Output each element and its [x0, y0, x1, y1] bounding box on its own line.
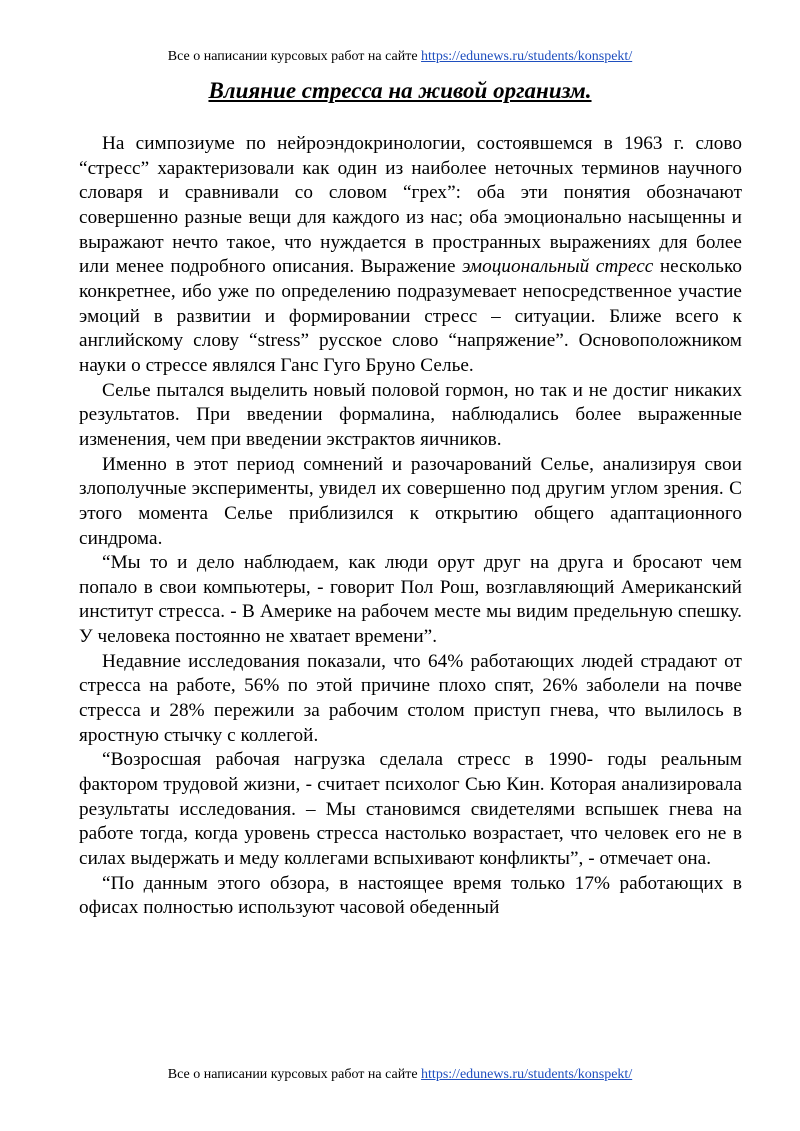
paragraph-6: “Возросшая рабочая нагрузка сделала стресс в 1990- годы реальным фактором трудовой жизни, - считает психолог Сью Кин. Которая анализировала результаты исследования. – Мы становимся свидетелями вспышек гнева на работе тогда, когда уровень стресса настолько возрастает, что человек его не в силах выдержать и меду коллегами вспыхивают конфликты”, - отмечает она.	[79, 749, 742, 870]
document-body	[79, 132, 742, 921]
paragraph-5: Недавние исследования показали, что 64% работающих людей страдают от стресса на работе, 56% по этой причине плохо спят, 26% заболели на почве стресса и 28% пережили за рабочим столом приступ гнева, что вылилось в яростную стычку с коллегой.	[79, 650, 742, 746]
paragraph-4: “Мы то и дело наблюдаем, как люди орут друг на друга и бросают чем попало в свои компьютеры, - говорит Пол Рош, возглавляющий Американский институт стресса. - В Америке на рабочем месте мы видим предельную спешку. У человека постоянно не хватает времени”.	[79, 552, 742, 648]
paragraph-1-emphasis: эмоциональный стресс	[462, 256, 654, 278]
header-text: Все о написании курсовых работ на сайте	[167, 49, 422, 64]
paragraph-2: Селье пытался выделить новый половой гормон, но так и не достиг никаких результатов. При введении формалина, наблюдались более выраженные изменения, чем при введении экстрактов яичников.	[79, 379, 742, 450]
header-link[interactable]: https://edunews.ru/students/konspekt/	[421, 49, 633, 64]
footer-link[interactable]: https://edunews.ru/students/konspekt/	[421, 1067, 633, 1082]
paragraph-1	[79, 132, 742, 379]
document-title: Влияние стресса на живой организм.	[208, 78, 592, 103]
footer-text: Все о написании курсовых работ на сайте	[167, 1067, 422, 1082]
paragraph-3: Именно в этот период сомнений и разочарований Селье, анализируя свои злополучные эксперименты, увидел их совершенно под другим углом зрения. С этого момента Селье приблизился к открытию общего адаптационного синдрома.	[79, 453, 742, 549]
page-header	[0, 48, 800, 66]
paragraph-1-text-start: На симпозиуме по нейроэндокринологии, состоявшемся в 1963 г. слово “стресс” характеризовали как один из наиболее неточных терминов научного словаря и сравнивали со словом “грех”: оба эти понятия обозначают совершенно разные вещи для каждого из нас; оба эмоционально насыщенны и выражают нечто такое, что нуждается в пространных выражениях для более или менее подробного описания. Выражение	[79, 133, 742, 278]
paragraph-1-text-end: несколько конкретнее, ибо уже по определению подразумевает непосредственное участие эмоций в развитии и формировании стресс – ситуации. Ближе всего к английскому слову “stress” русское слово “напряжение”. Основоположником науки о стрессе являлся Ганс Гуго Бруно Селье.	[79, 256, 743, 376]
paragraph-7: “По данным этого обзора, в настоящее время только 17% работающих в офисах полностью используют часовой обеденный	[79, 872, 742, 919]
page-footer	[0, 1066, 800, 1084]
